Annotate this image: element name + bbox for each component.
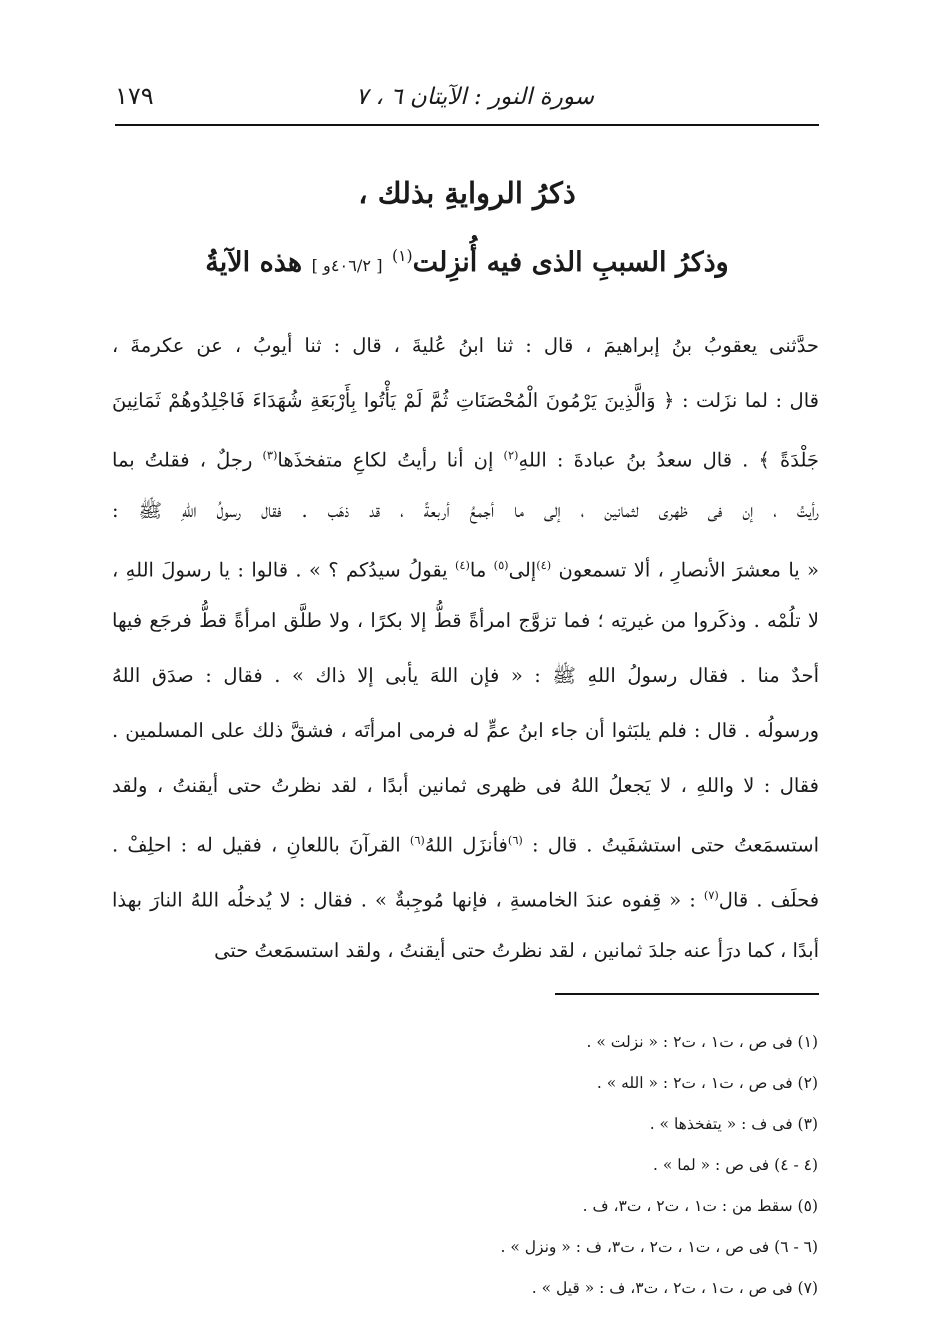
footnote-rule — [555, 993, 819, 995]
text-line: حدَّثنى يعقوبُ بنُ إبراهيمَ ، قال : ثنا ابنُ عُليةَ ، قال : ثنا أيوبُ ، عن عكرمةَ ، — [112, 334, 819, 357]
text-run: : « قِفوه عندَ الخامسةِ ، فإنها مُوجِبةٌ » . فقال : لا يُدخلُه اللهُ النارَ بهذا — [112, 888, 704, 912]
text-run: استسمَعتُ حتى استشفَيتُ . قال : — [522, 833, 819, 857]
footnote: (٢) فى ص ، ت١ ، ت٢ : « الله » . — [596, 1074, 818, 1092]
text-line: أحدٌ منا . فقال رسولُ اللهِ ﷺ : « فإن اللهَ يأبى إلا ذاك » . فقال : صدَق اللهُ — [112, 664, 819, 687]
text-run: فأنزَل اللهُ — [424, 833, 508, 857]
footnote-marker: (٤) — [536, 559, 552, 572]
footnote-marker: (٣) — [262, 449, 278, 462]
page-number: ١٧٩ — [115, 82, 154, 110]
section-heading: ذكرُ الروايةِ بذلك ، — [358, 176, 576, 210]
text-run: إلى — [508, 558, 537, 582]
text-run: « يا معشرَ الأنصارِ ، ألا تسمعون — [551, 558, 819, 582]
footnote-marker: (٥) — [493, 559, 509, 572]
header-rule — [115, 124, 819, 126]
text-line: قال : لما نزَلت : ﴿ وَالَّذِينَ يَرْمُونَ الْمُحْصَنَاتِ ثُمَّ لَمْ يَأْتُوا بِأَرْبَعَةِ شُهَدَاءَ فَاجْلِدُوهُمْ ثَمَانِينَ — [112, 389, 819, 412]
manuscript-page-ref: [ ٤٠٦/٢و ] — [311, 256, 383, 275]
footnote-marker: (١) — [391, 246, 413, 265]
text-run: فحلَف . قال — [718, 888, 820, 912]
text-line: ورسولُه . قال : فلم يلبَثوا أن جاء ابنُ عمٍّ له فرمى امرأتَه ، فشقَّ ذلك على المسلمين . — [112, 719, 819, 742]
footnote: (١) فى ص ، ت١ ، ت٢ : « نزلت » . — [586, 1033, 818, 1051]
footnote: (٦ - ٦) فى ص ، ت١ ، ت٢ ، ت٣، ف : « ونزل » . — [500, 1238, 818, 1256]
text-run: رجلٌ ، فقلتُ بما — [112, 448, 263, 472]
footnote: (٧) فى ص ، ت١ ، ت٢ ، ت٣، ف : « قيل » . — [531, 1279, 818, 1297]
footnote-marker: (٤) — [454, 559, 470, 572]
footnotes — [368, 1022, 818, 1309]
subsection-heading-text-end: هذه الآيةُ — [205, 247, 303, 278]
text-line: رأيتُ ، إن فى ظهرى لثمانين ، إلى ما أجمعُ أربعةً ، قد ذهَب . فقال رسولُ اللهِ ﷺ : — [112, 499, 819, 522]
text-line: أبدًا ، كما درَأ عنه جلدَ ثمانين ، لقد نظرتُ حتى أيقنتُ ، ولقد استسمَعتُ حتى — [214, 939, 819, 962]
subsection-heading-text: وذكرُ السببِ الذى فيه أُنزِلت — [412, 247, 729, 278]
text-line — [112, 868, 819, 923]
text-line: لا تلُمْه . وذكَروا من غيرتِه ؛ فما تزوَّج امرأةً قطُّ إلا بكرًا ، ولا طلَّق امرأةً قطُّ فرجَع فيها — [112, 609, 819, 632]
text-run: القرآنَ باللعانِ ، فقيل له : احلِفْ . — [112, 833, 410, 857]
running-header — [115, 78, 819, 122]
text-run: إن أنا رأيتُ لكاعِ متفخذَها — [277, 448, 504, 472]
footnote-marker: (٧) — [703, 889, 719, 902]
text-run: ما — [469, 558, 494, 582]
text-line — [112, 813, 819, 868]
footnote: (٥) سقط من : ت١ ، ت٢ ، ت٣، ف . — [582, 1197, 818, 1215]
body-text — [112, 318, 819, 978]
text-run: يقولُ سيدُكم ؟ » . قالوا : يا رسولَ اللهِ ، — [112, 558, 455, 582]
footnote-marker: (٦) — [409, 834, 425, 847]
footnote: (٣) فى ف : « يتفخذها » . — [649, 1115, 818, 1133]
footnote: (٤ - ٤) فى ص : « لما » . — [653, 1156, 818, 1174]
running-title: سورة النور : الآيتان ٦ ، ٧ — [355, 84, 594, 110]
subsection-heading — [115, 246, 819, 278]
text-line — [112, 538, 819, 593]
footnote-marker: (٦) — [507, 834, 523, 847]
text-line — [112, 428, 819, 483]
footnote-marker: (٢) — [503, 449, 519, 462]
text-run: جَلْدَةً ﴾ . قال سعدُ بنُ عبادةَ : اللهِ — [518, 448, 819, 472]
text-line: فقال : لا واللهِ ، لا يَجعلُ اللهُ فى ظهرى ثمانين أبدًا ، لقد نظرتُ حتى أيقنتُ ، ولقد — [112, 774, 819, 797]
